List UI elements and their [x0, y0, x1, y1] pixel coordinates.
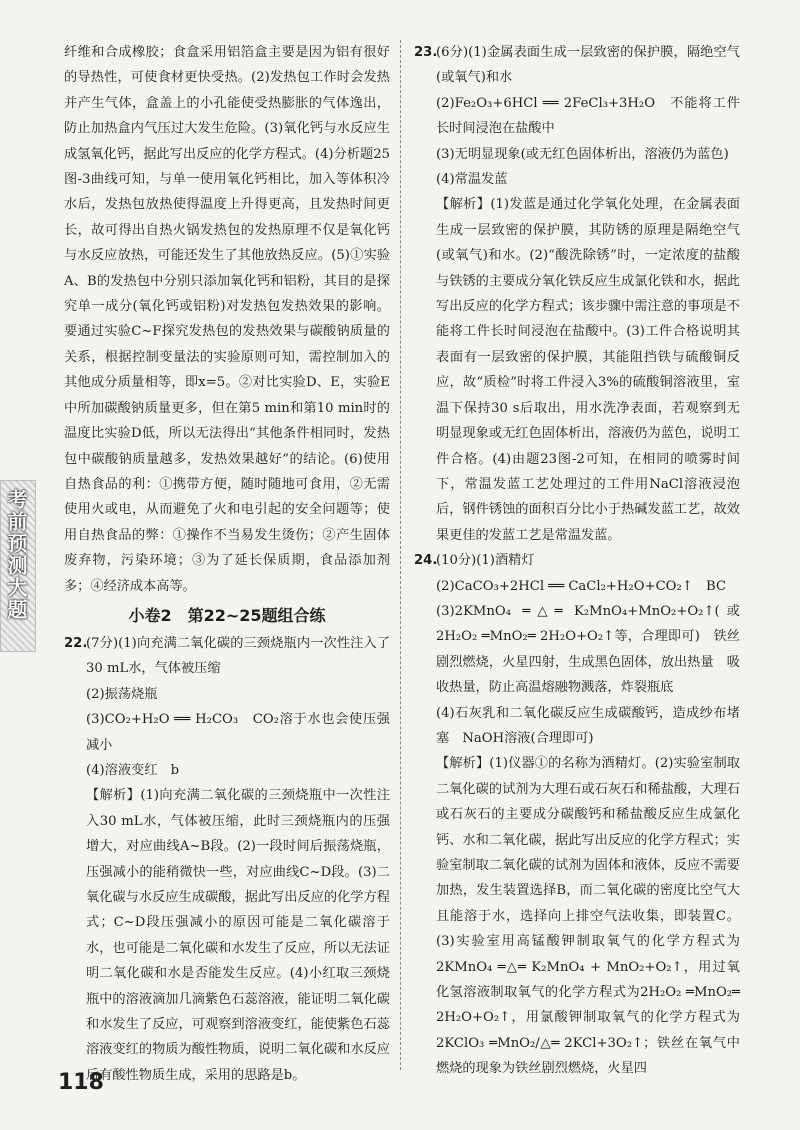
side-tab [0, 480, 36, 652]
question-22 [64, 631, 390, 1088]
answer-line: (2)Fe₂O₃+6HCl ══ 2FeCl₃+3H₂O 不能将工件长时间浸泡在盐酸中 [436, 95, 740, 137]
answer-line: (7分)(1)向充满二氧化碳的三颈烧瓶内一次性注入了30 mL水，气体被压缩 [86, 635, 390, 677]
right-column [414, 40, 740, 1082]
answer-line: (4)常温发蓝 [436, 172, 508, 188]
question-number: 22. [64, 635, 88, 651]
answer-line: (4)溶液变红 b [86, 762, 180, 778]
question-23 [414, 40, 740, 548]
answer-line: (10分)(1)酒精灯 [436, 553, 535, 569]
analysis-text: 【解析】(1)发蓝是通过化学氧化处理，在金属表面生成一层致密的保护膜，其防锈的原理是隔绝空气(或氧气)和水。(2)“酸洗除锈”时，一定浓度的盐酸与铁锈的主要成分氧化铁反应生成氯化铁和水，据此写出反应的化学方程式；该步骤中需注意的事项是不能将工件长时间浸泡在盐酸中。(3)工件合格说明其表面有一层致密的保护膜，其能阻挡铁与硫酸铜反应，故“质检”时将工件浸入3%的硫酸铜溶液里，室温下保持30 s后取出，用水洗净表面，若观察到无明显现象或无红色固体析出，溶液仍为蓝色，说明工件合格。(4)由题23图-2可知，在相同的喷雾时间下，常温发蓝工艺处理过的工件用NaCl溶液浸泡后，钢件锈蚀的面积百分比小于热碱发蓝工艺，故效果更佳的发蓝工艺是常温发蓝。 [436, 197, 740, 543]
question-number: 23. [414, 45, 438, 60]
section-title: 小卷2 第22~25题组合练 [128, 605, 326, 625]
left-column [64, 40, 390, 1088]
answer-line: (6分)(1)金属表面生成一层致密的保护膜，隔绝空气(或氧气)和水 [436, 45, 740, 86]
analysis-text: 【解析】(1)仪器①的名称为酒精灯。(2)实验室制取二氧化碳的试剂为大理石或石灰石和稀盐酸，大理石或石灰石的主要成分碳酸钙和稀盐酸反应生成氯化钙、水和二氧化碳，据此写出反应的化学方程式；实验室制取二氧化碳的试剂为固体和液体，反应不需要加热，发生装置选择B，而二氧化碳的密度比空气大且能溶于水，选择向上排空气法收集，即装置C。(3)实验室用高锰酸钾制取氧气的化学方程式为2KMnO₄ ═△═ K₂MnO₄ + MnO₂+O₂↑，用过氧化氢溶液制取氧气的化学方程式为2H₂O₂ ═MnO₂═ 2H₂O+O₂↑，用氯酸钾制取氧气的化学方程式为2KClO₃ ═MnO₂/△═ 2KCl+3O₂↑；铁丝在氧气中燃烧的现象为铁丝剧烈燃烧，火星四 [436, 756, 740, 1077]
answer-line: (3)CO₂+H₂O ══ H₂CO₃ CO₂溶于水也会使压强减小 [86, 712, 390, 753]
column-divider [400, 40, 401, 1070]
analysis-text: 【解析】(1)向充满二氧化碳的三颈烧瓶中一次性注入30 mL水，气体被压缩，此时三颈烧瓶内的压强增大，对应曲线A~B段。(2)一段时间后振荡烧瓶，压强减小的能稍微快一些，对应曲线C~D段。(3)二氧化碳与水反应生成碳酸，据此写出反应的化学方程式；C~D段压强减小的原因可能是二氧化碳溶于水，也可能是二氧化碳和水发生了反应，所以无法证明二氧化碳和水是否能发生反应。(4)小红取三颈烧瓶中的溶液滴加几滴紫色石蕊溶液，能证明二氧化碳和水发生了反应，可观察到溶液变红，能使紫色石蕊溶液变红的物质为酸性物质，说明二氧化碳和水反应后有酸性物质生成，采用的思路是b。 [86, 788, 390, 1083]
continued-analysis: 纤维和合成橡胶；食盒采用铝箔盒主要是因为铝有很好的导热性，可使食材更快受热。(2)发热包工作时会发热并产生气体，盒盖上的小孔能使受热膨胀的气体逸出，防止加热盒内气压过大发生危险。(3)氧化钙与水反应生成氢氧化钙，据此写出反应的化学方程式。(4)分析题25图-3曲线可知，与单一使用氧化钙相比，加入等体积冷水后，发热包放热使得温度上升得更高，且发热时间更长，故可得出自热火锅发热包的发热原理不仅是氧化钙与水反应放热，可能还发生了其他放热反应。(5)①实验A、B的发热包中分别只添加氧化钙和铝粉，其目的是探究单一成分(氧化钙或铝粉)对发热包发热效果的影响。要通过实验C~F探究发热包的发热效果与碳酸钠质量的关系，根据控制变量法的实验原则可知，需控制加入的其他成分质量相等，即x=5。②对比实验D、E，实验E中所加碳酸钠质量更多，但在第5 min和第10 min时的温度比实验D低，所以无法得出“其他条件相同时，发热包中碳酸钠质量越多，发热效果越好”的结论。(6)使用自热食品的利：①携带方便，随时随地可食用，②无需使用火或电，从而避免了火和电引起的安全问题等；使用自热食品的弊：①操作不当易发生烫伤；②产生固体废弃物，污染环境；③为了延长保质期，食品添加剂多；④经济成本高等。 [64, 45, 390, 594]
answer-line: (4)石灰乳和二氧化碳反应生成碳酸钙，造成纱布堵塞 NaOH溶液(合理即可) [436, 705, 740, 746]
answer-line: (3)2KMnO₄ ═△═ K₂MnO₄+MnO₂+O₂↑(或2H₂O₂ ═MnO₂═ 2H₂O+O₂↑等，合理即可) 铁丝剧烈燃烧，火星四射，生成黑色固体，放出热量 吸收热量，防止高温熔融物溅落，炸裂瓶底 [436, 603, 740, 696]
question-24 [414, 548, 740, 1082]
answer-line: (2)振荡烧瓶 [86, 686, 158, 702]
question-number: 24. [414, 553, 438, 569]
answer-line: (2)CaCO₃+2HCl ══ CaCl₂+H₂O+CO₂↑ BC [436, 578, 727, 594]
side-tab-label: 考前预测大题 [4, 489, 28, 621]
page-number: 118 [58, 1070, 104, 1095]
answer-line: (3)无明显现象(或无红色固体析出，溶液仍为蓝色) [436, 146, 729, 162]
